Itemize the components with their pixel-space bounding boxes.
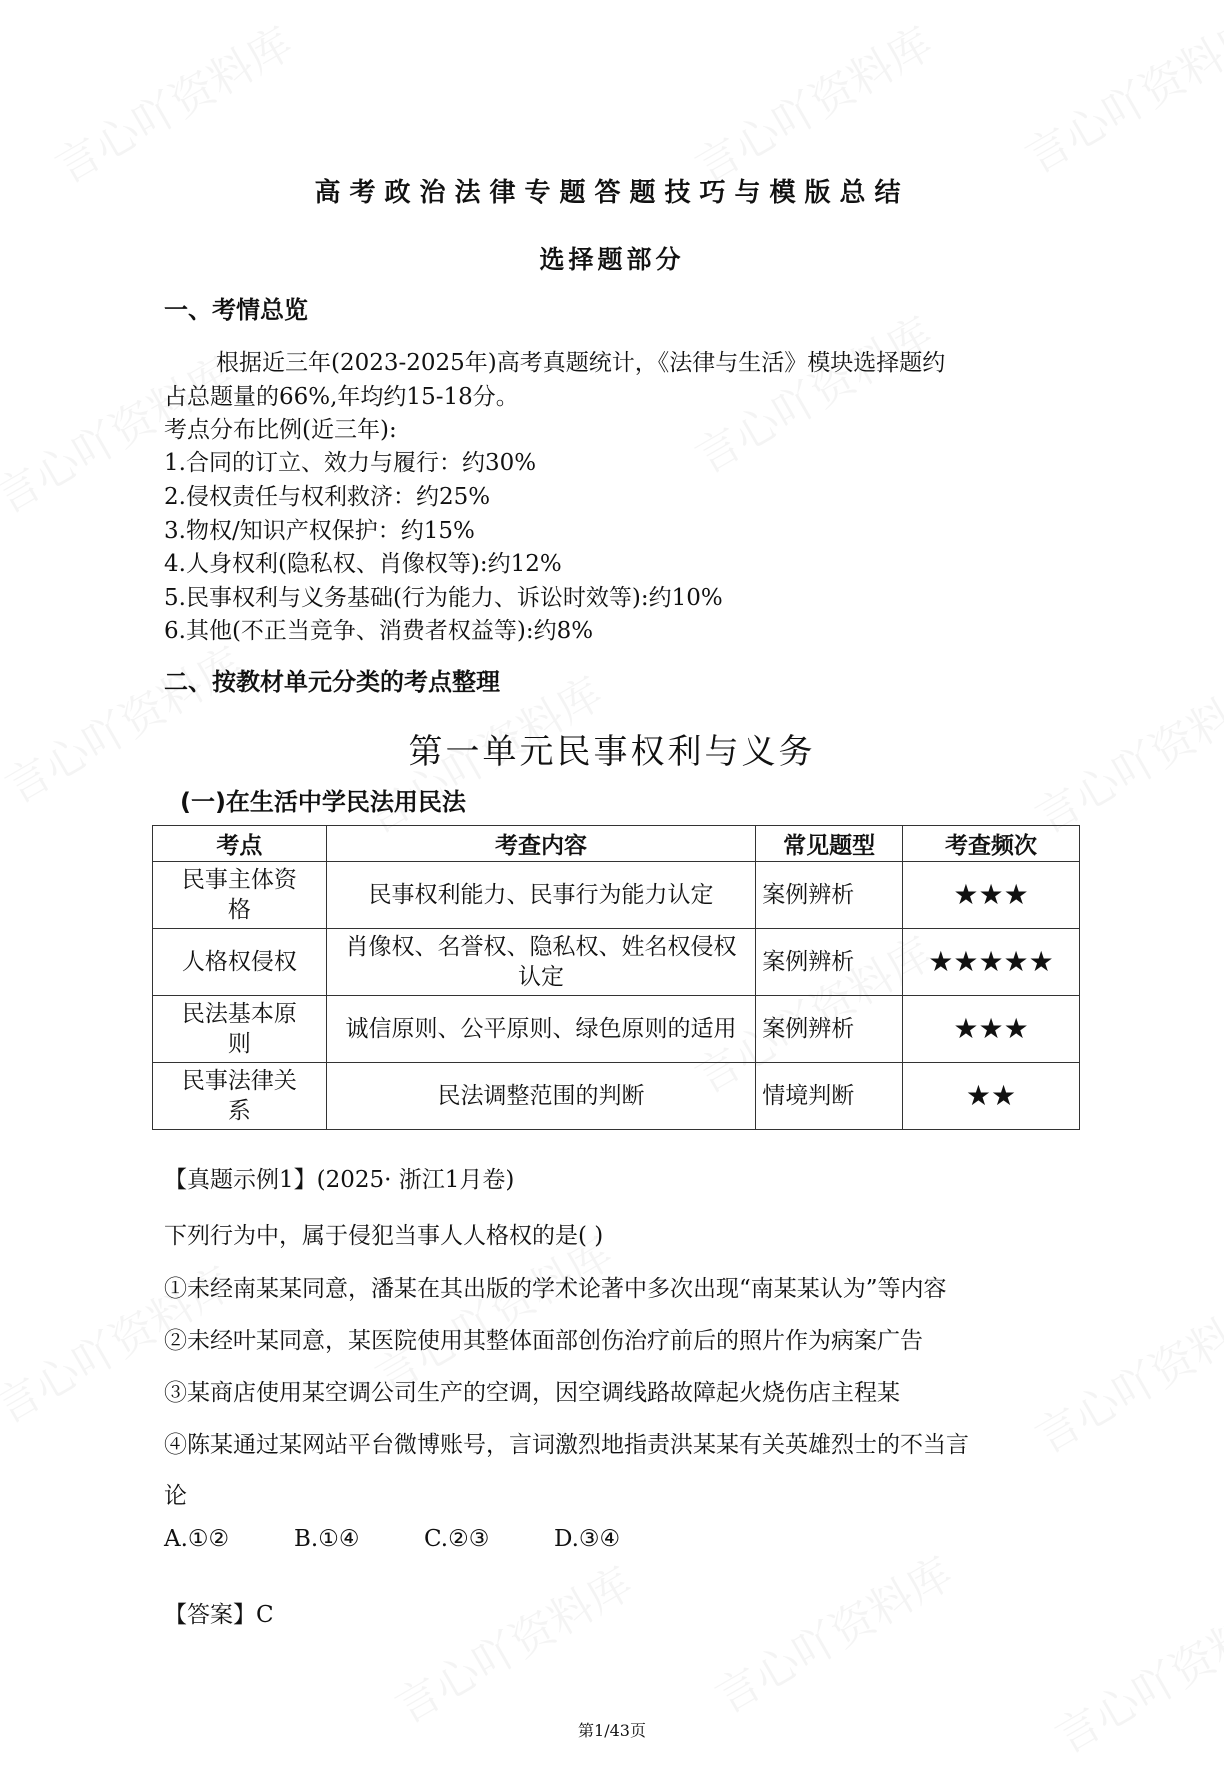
example-item: ③某商店使用某空调公司生产的空调，因空调线路故障起火烧伤店主程某	[164, 1380, 900, 1406]
option-b: B.①④	[294, 1526, 360, 1552]
table-cell-type: 案例辨析	[756, 929, 903, 996]
table-cell-type: 案例辨析	[756, 862, 903, 929]
distribution-item: 2.侵权责任与权利救济：约25%	[164, 484, 491, 510]
distribution-item: 1.合同的订立、效力与履行：约30%	[164, 450, 537, 476]
table-cell-content: 民事权利能力、民事行为能力认定	[326, 862, 755, 929]
answer: 【答案】C	[164, 1602, 274, 1628]
watermark	[382, 1548, 643, 1735]
distribution-item: 6.其他(不正当竞争、消费者权益等):约8%	[164, 618, 594, 644]
section-heading-units: 二、按教材单元分类的考点整理	[164, 668, 500, 696]
example-label: 【真题示例1】(2025· 浙江1月卷)	[164, 1167, 515, 1193]
table-cell-type: 案例辨析	[756, 996, 903, 1063]
example-item: ①未经南某某同意，潘某在其出版的学术论著中多次出现“南某某认为”等内容	[164, 1276, 947, 1302]
page-title: 高考政治法律专题答题技巧与模版总结	[314, 178, 910, 208]
watermark	[682, 8, 943, 195]
option-c: C.②③	[424, 1526, 490, 1552]
unit-title: 第一单元民事权利与义务	[408, 732, 816, 772]
exam-points-table	[152, 825, 1080, 1130]
table-row	[153, 929, 1080, 996]
option-a: A.①②	[164, 1526, 230, 1552]
watermark	[682, 298, 943, 485]
table-cell-content: 肖像权、名誉权、隐私权、姓名权侵权认定	[326, 929, 755, 996]
table-cell-content: 诚信原则、公平原则、绿色原则的适用	[326, 996, 755, 1063]
table-header-cell: 考点	[153, 826, 327, 862]
watermark	[702, 1538, 963, 1725]
sub-heading: (一)在生活中学民法用民法	[180, 788, 466, 816]
table-cell-frequency: ★★	[903, 1063, 1080, 1130]
table-cell-content: 民法调整范围的判断	[326, 1063, 755, 1130]
table-row	[153, 1063, 1080, 1130]
page-number: 第1/43页	[578, 1721, 646, 1740]
intro-line-2: 占总题量的66%,年均约15-18分。	[164, 384, 519, 410]
watermark	[1022, 1278, 1224, 1465]
watermark	[1012, 0, 1224, 186]
example-item: ④陈某通过某网站平台微博账号，言词激烈地指责洪某某有关英雄烈士的不当言	[164, 1432, 969, 1458]
table-header-row	[153, 826, 1080, 862]
table-row	[153, 862, 1080, 929]
section-heading-overview: 一、考情总览	[164, 296, 308, 324]
table-cell-point: 民事主体资格	[153, 862, 327, 929]
table-row	[153, 996, 1080, 1063]
table-cell-type: 情境判断	[756, 1063, 903, 1130]
table-cell-frequency: ★★★★★	[903, 929, 1080, 996]
distribution-item: 5.民事权利与义务基础(行为能力、诉讼时效等):约10%	[164, 585, 723, 611]
table-header-cell: 考查频次	[903, 826, 1080, 862]
table-header-cell: 常见题型	[756, 826, 903, 862]
table-header-cell: 考查内容	[326, 826, 755, 862]
table-cell-frequency: ★★★	[903, 862, 1080, 929]
example-item: ②未经叶某同意，某医院使用其整体面部创伤治疗前后的照片作为病案广告	[164, 1328, 923, 1354]
example-question: 下列行为中，属于侵犯当事人人格权的是( )	[164, 1223, 604, 1249]
table-cell-frequency: ★★★	[903, 996, 1080, 1063]
option-d: D.③④	[554, 1526, 621, 1552]
distribution-label: 考点分布比例(近三年):	[164, 417, 397, 443]
table-cell-point: 民事法律关系	[153, 1063, 327, 1130]
table-cell-point: 民法基本原则	[153, 996, 327, 1063]
example-item: 论	[164, 1483, 187, 1509]
table-cell-point: 人格权侵权	[153, 929, 327, 996]
distribution-item: 4.人身权利(隐私权、肖像权等):约12%	[164, 551, 562, 577]
distribution-item: 3.物权/知识产权保护：约15%	[164, 518, 475, 544]
page-subtitle: 选择题部分	[539, 245, 685, 274]
intro-line-1: 根据近三年(2023-2025年)高考真题统计，《法律与生活》模块选择题约	[216, 350, 946, 376]
watermark	[42, 8, 303, 195]
